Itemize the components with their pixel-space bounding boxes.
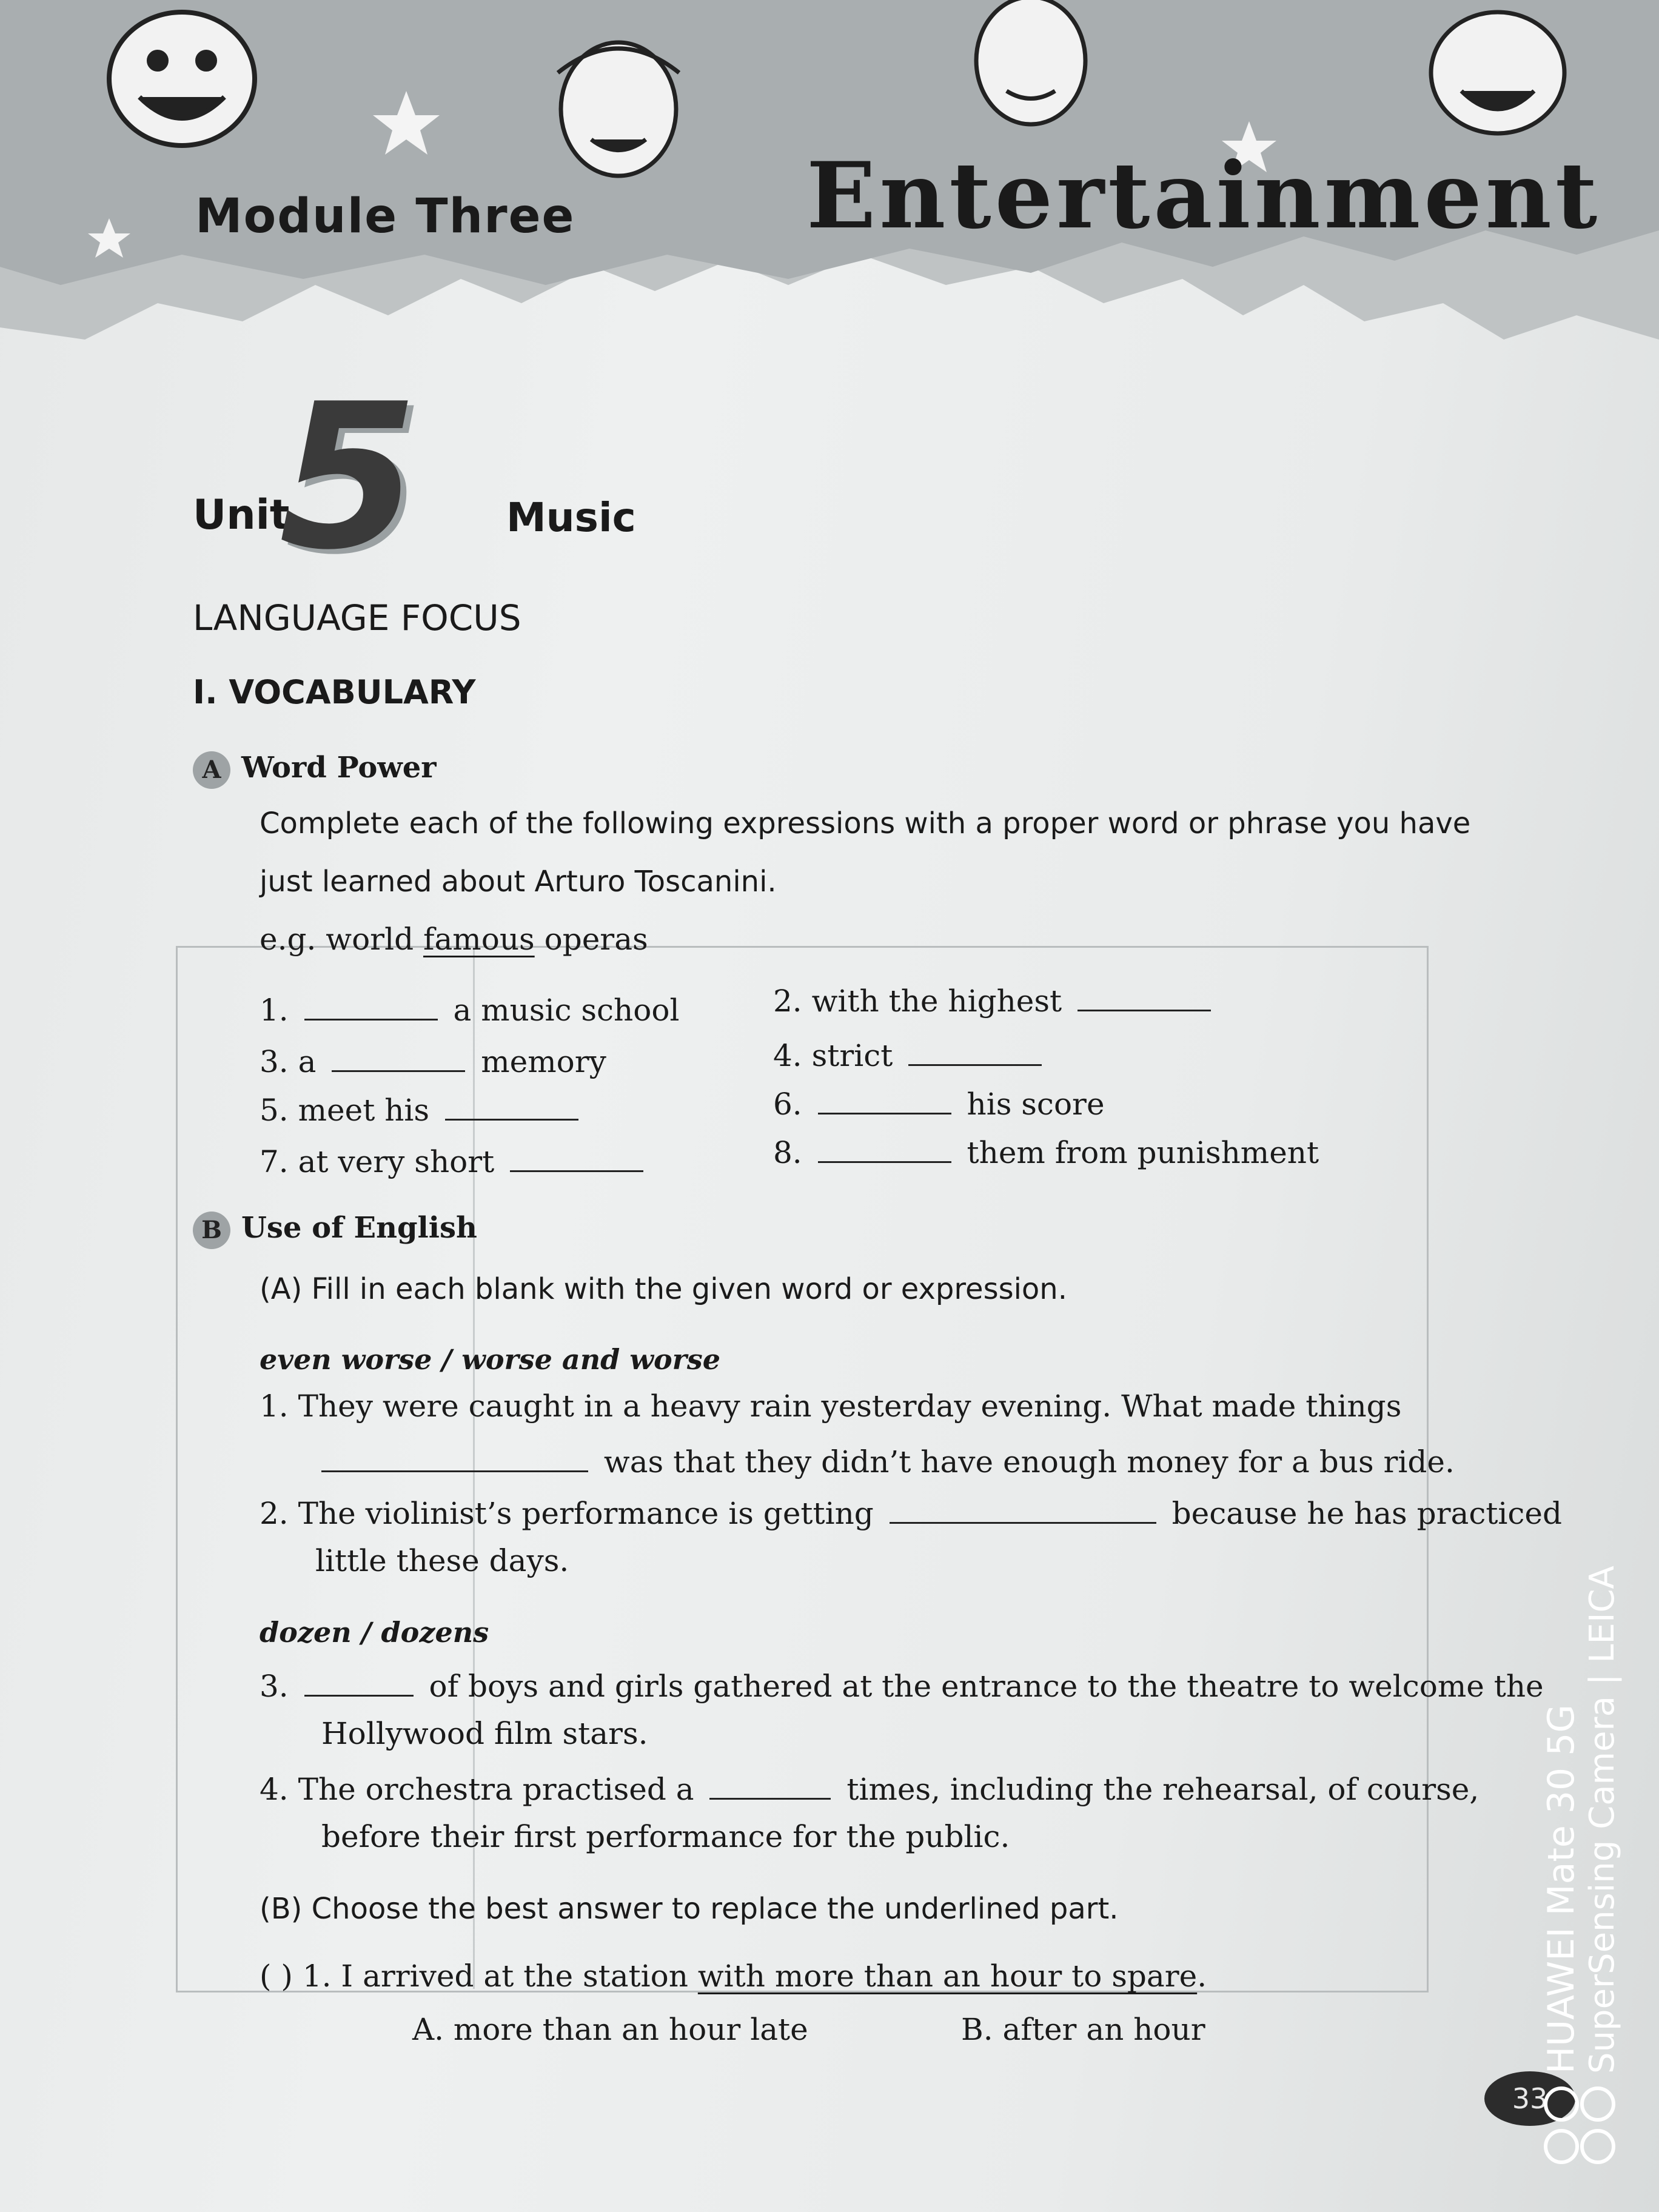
part-b-instruction: (B) Choose the best answer to replace the underlined part. [260, 1892, 1119, 1926]
item-number: 8. [773, 1135, 802, 1170]
question-2-line-2: little these days. [315, 1543, 569, 1578]
question-4-line-2: before their first performance for the public. [321, 1819, 1010, 1854]
cartoon-face-woman-icon [558, 42, 679, 176]
example-line [260, 922, 648, 957]
answer-blank[interactable] [908, 1034, 1042, 1066]
item-number: 3. [260, 1044, 289, 1079]
word-power-item [773, 1034, 1048, 1073]
word-power-item [773, 979, 1217, 1019]
answer-blank[interactable] [304, 1664, 414, 1697]
word-power-item [260, 1140, 649, 1179]
module-title: Module Three [195, 189, 575, 244]
answer-blank[interactable] [818, 1131, 951, 1163]
group-label: dozen / dozens [260, 1616, 489, 1649]
example-word: famous [423, 922, 535, 957]
item-number: 4. [773, 1038, 802, 1073]
part-a-instruction: (A) Fill in each blank with the given word or expression. [260, 1272, 1067, 1306]
answer-blank[interactable] [304, 988, 438, 1021]
section-a-badge: A [193, 751, 230, 789]
camera-watermark [1540, 1443, 1622, 2171]
item-number: 7. [260, 1144, 289, 1179]
answer-paren[interactable]: ( ) [260, 1959, 293, 1994]
camera-logo-icon [1540, 2086, 1619, 2171]
answer-blank[interactable] [510, 1140, 643, 1172]
answer-blank[interactable] [818, 1082, 951, 1114]
instruction-line: just learned about Arturo Toscanini. [260, 865, 777, 899]
question-2-line-1 [260, 1492, 1562, 1531]
cartoon-face-left-icon [109, 12, 255, 146]
example-suffix: operas [544, 922, 648, 957]
word-power-item [773, 1082, 1105, 1122]
vocabulary-heading: I. VOCABULARY [193, 673, 476, 711]
group-label: even worse / worse and worse [260, 1343, 721, 1376]
option-b[interactable]: B. after an hour [961, 2012, 1205, 2047]
question-text: . [1197, 1959, 1207, 1994]
question-3-line-1 [260, 1664, 1544, 1704]
item-text: his score [967, 1087, 1105, 1122]
example-prefix: e.g. world [260, 922, 414, 957]
cartoon-face-right-icon [1431, 12, 1564, 133]
item-number: 6. [773, 1087, 802, 1122]
question-text: of boys and girls gathered at the entrance to the theatre to welcome the [429, 1669, 1544, 1704]
watermark-line-1: HUAWEI Mate 30 5G [1540, 1704, 1583, 2074]
item-text: at very short [298, 1144, 495, 1179]
item-text: memory [481, 1044, 606, 1079]
unit-name: Music [506, 494, 636, 541]
underlined-part: with more than an hour to spare [697, 1959, 1198, 1994]
section-b-heading [193, 1211, 477, 1249]
option-a[interactable]: A. more than an hour late [412, 2012, 808, 2047]
unit-number: 5 [279, 361, 418, 594]
watermark-line-2: SuperSensing Camera | LEICA [1583, 1566, 1622, 2074]
answer-blank[interactable] [332, 1040, 465, 1072]
question-text: 2. The violinist’s performance is getting [260, 1496, 874, 1531]
item-text: with the highest [811, 984, 1062, 1019]
question-text: was that they didn’t have enough money for a bus ride. [603, 1444, 1455, 1480]
item-text: them from punishment [967, 1135, 1319, 1170]
section-b-title: Use of English [241, 1211, 477, 1245]
item-text: a music school [453, 993, 680, 1028]
section-a-heading [193, 751, 437, 789]
language-focus-heading: LANGUAGE FOCUS [193, 597, 521, 638]
question-3-line-2: Hollywood film stars. [321, 1716, 648, 1751]
question-text: 1. I arrived at the station [302, 1959, 688, 1994]
word-power-item [260, 1040, 606, 1079]
answer-blank[interactable] [321, 1440, 588, 1472]
word-power-item [773, 1131, 1319, 1170]
unit-label: Unit [193, 491, 290, 539]
answer-blank[interactable] [890, 1492, 1156, 1524]
answer-blank[interactable] [709, 1768, 831, 1800]
question-text: because he has practiced [1171, 1496, 1563, 1531]
answer-blank[interactable] [445, 1088, 578, 1121]
word-power-item [260, 1088, 585, 1128]
item-number: 2. [773, 984, 802, 1019]
multiple-choice-question-1 [260, 1959, 1207, 1994]
question-1-line-2 [315, 1440, 1455, 1480]
section-a-instruction [260, 794, 1470, 911]
question-text: 4. The orchestra practised a [260, 1772, 694, 1807]
question-4-line-1 [260, 1768, 1479, 1807]
word-power-item [260, 988, 679, 1028]
item-text: meet his [298, 1093, 430, 1128]
section-b-badge: B [193, 1212, 230, 1249]
question-1-line-1: 1. They were caught in a heavy rain yesterday evening. What made things [260, 1389, 1402, 1424]
instruction-line: Complete each of the following expressions with a proper word or phrase you have [260, 806, 1471, 840]
item-number: 5. [260, 1093, 289, 1128]
cartoon-face-man-icon [976, 0, 1085, 124]
section-a-title: Word Power [241, 751, 437, 785]
question-text: times, including the rehearsal, of course, [846, 1772, 1480, 1807]
page-number: 33 [1484, 2071, 1575, 2126]
question-number: 3. [260, 1669, 289, 1704]
item-text: a [298, 1044, 317, 1079]
item-number: 1. [260, 993, 289, 1028]
entertainment-title: Entertainment [806, 142, 1601, 249]
answer-blank[interactable] [1078, 979, 1211, 1011]
item-text: strict [811, 1038, 893, 1073]
